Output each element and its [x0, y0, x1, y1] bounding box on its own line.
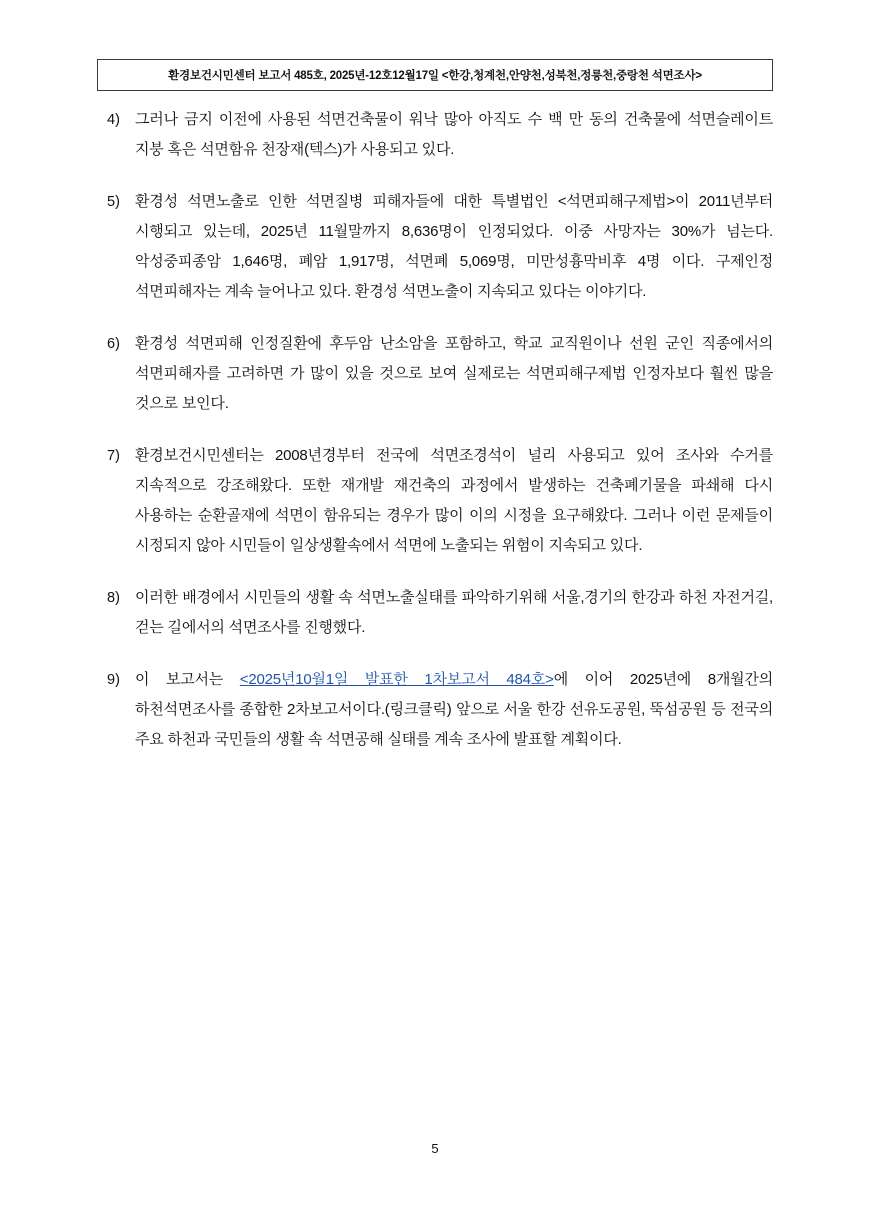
list-item-text: 환경성 석면노출로 인한 석면질병 피해자들에 대한 특별법인 <석면피해구제법>이 2011년부터 시행되고 있는데, 2025년 11월말까지 8,636명이 인정되었다. 이중 사망자는 30%가 넘는다. 악성중피종암 1,646명, 폐암 1,917명, 석면폐 5,069명, 미만성흉막비후 4명 이다. 구제인정 석면피해자는 계속 늘어나고 있다. 환경성 석면노출이 지속되고 있다는 이야기다. — [135, 193, 773, 300]
list-item-text-before: 이 보고서는 — [135, 671, 240, 688]
list-item — [97, 329, 773, 419]
list-item — [97, 583, 773, 643]
list-item — [97, 105, 773, 165]
report-header-band — [97, 59, 773, 91]
report-header-text: 환경보건시민센터 보고서 485호, 2025년-12호12월17일 <한강,청계천,안양천,성북천,정릉천,중랑천 석면조사> — [168, 70, 702, 82]
list-item-text — [135, 665, 773, 755]
list-item — [97, 441, 773, 561]
list-item-marker: 4) — [107, 112, 120, 128]
list-item — [97, 665, 773, 755]
page-number: 5 — [431, 1141, 439, 1156]
report-484-link[interactable]: <2025년10월1일 발표한 1차보고서 484호> — [239, 671, 554, 688]
document-body — [97, 105, 773, 775]
list-item-marker: 6) — [107, 336, 120, 352]
list-item-text: 환경보건시민센터는 2008년경부터 전국에 석면조경석이 널리 사용되고 있어 조사와 수거를 지속적으로 강조해왔다. 또한 재개발 재건축의 과정에서 발생하는 건축폐기물을 파쇄해 다시 사용하는 순환골재에 석면이 함유되는 경우가 많이 이의 시정을 요구해왔다. 그러나 이런 문제들이 시정되지 않아 시민들이 일상생활속에서 석면에 노출되는 위험이 지속되고 있다. — [135, 447, 773, 554]
list-item-marker: 9) — [107, 672, 120, 688]
list-item-text: 그러나 금지 이전에 사용된 석면건축물이 워낙 많아 아직도 수 백 만 동의 건축물에 석면슬레이트 지붕 혹은 석면함유 천장재(텍스)가 사용되고 있다. — [135, 111, 773, 158]
list-item-text: 환경성 석면피해 인정질환에 후두암 난소암을 포함하고, 학교 교직원이나 선원 군인 직종에서의 석면피해자를 고려하면 가 많이 있을 것으로 보여 실제로는 석면피해구제법 인정자보다 훨씬 많을 것으로 보인다. — [135, 335, 773, 412]
list-item — [97, 187, 773, 307]
list-item-marker: 8) — [107, 590, 120, 606]
list-item-text-after: 에 이어 2025년에 8개월간의 하천석면조사를 종합한 2차보고서이다.(링크클릭) 앞으로 서울 한강 선유도공원, 뚝섬공원 등 전국의 주요 하천과 국민들의 생활 속 석면공해 실태를 계속 조사에 발표할 계획이다. — [135, 671, 774, 748]
list-item-marker: 5) — [107, 194, 120, 210]
list-item-text: 이러한 배경에서 시민들의 생활 속 석면노출실태를 파악하기위해 서울,경기의 한강과 하천 자전거길, 걷는 길에서의 석면조사를 진행했다. — [135, 589, 773, 636]
list-item-marker: 7) — [107, 448, 120, 464]
